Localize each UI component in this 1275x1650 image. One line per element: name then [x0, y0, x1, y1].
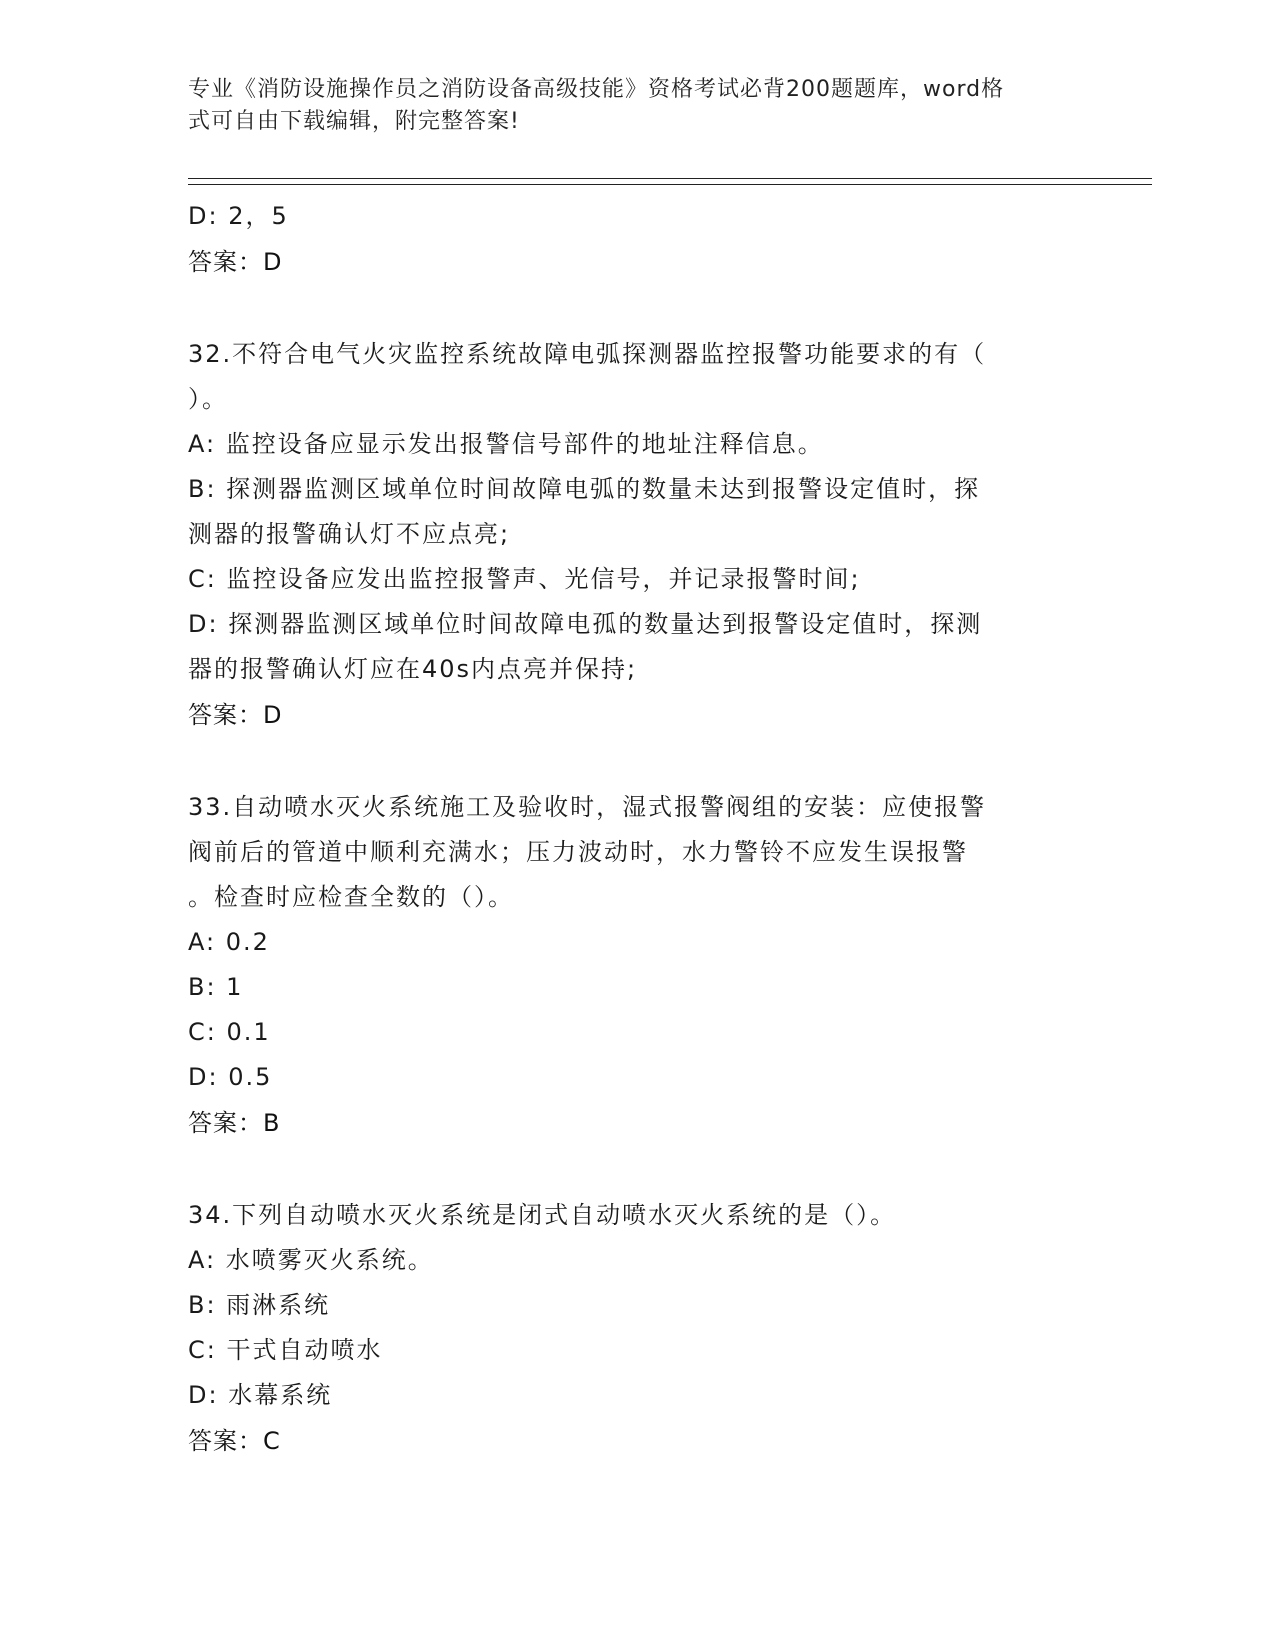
option-d: D: 水幕系统 [188, 1381, 333, 1409]
question-stem-cont: 。检查时应检查全数的（）。 [188, 883, 514, 911]
question-34 [188, 1193, 1088, 1464]
option-a: A: 水喷雾灭火系统。 [188, 1246, 434, 1274]
question-33 [188, 785, 1088, 1146]
answer: 答案：D [188, 248, 283, 276]
spacer [188, 285, 1088, 332]
answer: 答案：C [188, 1427, 281, 1455]
question-stem: 32.不符合电气火灾监控系统故障电弧探测器监控报警功能要求的有（ [188, 340, 987, 368]
answer: 答案：B [188, 1109, 281, 1137]
answer: 答案：D [188, 701, 283, 729]
header-divider-top [188, 178, 1152, 179]
question-list [188, 194, 1088, 1464]
option-c: C: 干式自动喷水 [188, 1336, 383, 1364]
option-d: D: 0.5 [188, 1063, 273, 1091]
spacer [188, 1146, 1088, 1193]
document-header [188, 74, 1088, 138]
option-a: A: 监控设备应显示发出报警信号部件的地址注释信息。 [188, 430, 824, 458]
question-stem-cont: 阀前后的管道中顺利充满水；压力波动时，水力警铃不应发生误报警 [188, 838, 968, 866]
header-line-2: 式可自由下载编辑，附完整答案! [188, 109, 520, 134]
option-d: D: 探测器监测区域单位时间故障电孤的数量达到报警设定值时，探测 [188, 610, 983, 638]
question-stem: 34.下列自动喷水灭火系统是闭式自动喷水灭火系统的是（）。 [188, 1201, 897, 1229]
option-b: B: 雨淋系统 [188, 1291, 331, 1319]
question-stem: 33.自动喷水灭火系统施工及验收时，湿式报警阀组的安装：应使报警 [188, 793, 987, 821]
option-c: C: 0.1 [188, 1018, 271, 1046]
header-line-1: 专业《消防设施操作员之消防设备高级技能》资格考试必背200题题库，word格 [188, 77, 1005, 102]
option-b-cont: 测器的报警确认灯不应点亮; [188, 520, 511, 548]
spacer [188, 738, 1088, 785]
option-a: A: 0.2 [188, 928, 270, 956]
header-divider-bottom [188, 184, 1152, 185]
option-b: B: 1 [188, 973, 244, 1001]
option-b: B: 探测器监测区域单位时间故障电弧的数量未达到报警设定值时，探 [188, 475, 981, 503]
option-d: D: 2，5 [188, 202, 289, 230]
option-d-cont: 器的报警确认灯应在40s内点亮并保持; [188, 655, 638, 683]
question-31-tail [188, 194, 1088, 285]
question-32 [188, 332, 1088, 738]
question-stem-cont: ）。 [188, 385, 228, 413]
option-c: C: 监控设备应发出监控报警声、光信号，并记录报警时间; [188, 565, 861, 593]
